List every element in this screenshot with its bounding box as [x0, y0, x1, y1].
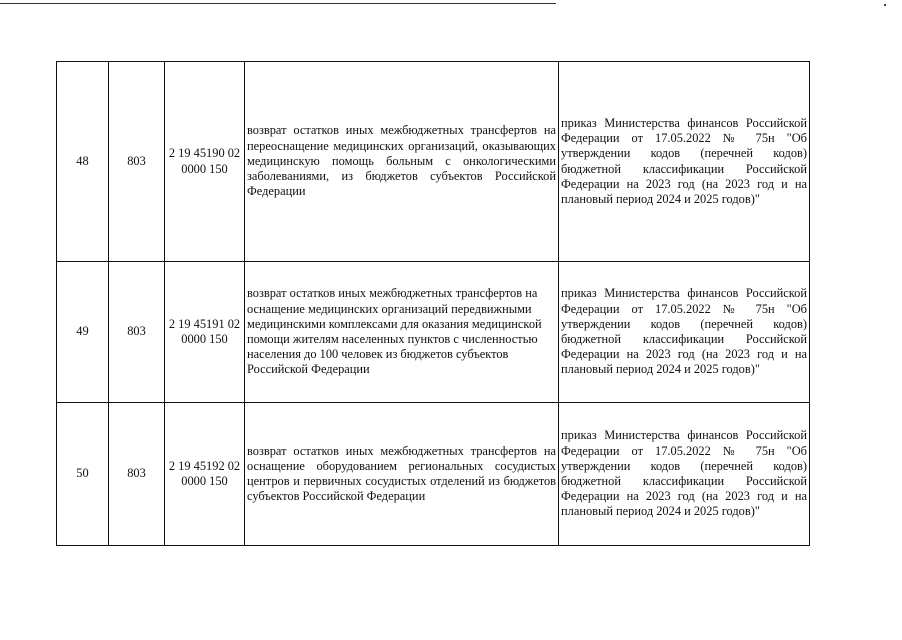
admin-code-cell: 803	[109, 403, 165, 546]
description-cell: возврат остатков иных межбюджетных трансфертов на оснащение оборудованием региональных сосудистых центров и первичных сосудистых отделений из бюджетов субъектов Российской Федерации	[245, 403, 559, 546]
row-number-cell: 50	[57, 403, 109, 546]
description-cell: возврат остатков иных межбюджетных трансфертов на оснащение медицинских организаций передвижными медицинскими комплексами для оказания медицинской помощи жителям населенных пунктов с численностью населения до 100 человек из бюджетов субъектов Российской Федерации	[245, 262, 559, 403]
budget-classification-table	[56, 61, 810, 546]
admin-code-cell: 803	[109, 262, 165, 403]
row-number-cell: 49	[57, 262, 109, 403]
scan-dot	[884, 4, 886, 6]
top-rule	[0, 3, 556, 4]
table-row	[57, 403, 810, 546]
kbk-code-part2: 0000 150	[181, 474, 228, 488]
kbk-code-part1: 2 19 45192 02	[168, 458, 241, 473]
kbk-code-cell	[165, 403, 245, 546]
kbk-code-part1: 2 19 45191 02	[168, 316, 241, 331]
table-row	[57, 62, 810, 262]
legal-basis-cell: приказ Министерства финансов Российской Федерации от 17.05.2022 № 75н "Об утверждении кодов (перечней кодов) бюджетной классификации Российской Федерации на 2023 год (на 2023 год и на плановый период 2024 и 2025 годов)"	[559, 262, 810, 403]
legal-basis-cell: приказ Министерства финансов Российской Федерации от 17.05.2022 № 75н "Об утверждении кодов (перечней кодов) бюджетной классификации Российской Федерации на 2023 год (на 2023 год и на плановый период 2024 и 2025 годов)"	[559, 62, 810, 262]
admin-code-cell: 803	[109, 62, 165, 262]
kbk-code-part1: 2 19 45190 02	[168, 146, 241, 161]
legal-basis-cell: приказ Министерства финансов Российской Федерации от 17.05.2022 № 75н "Об утверждении кодов (перечней кодов) бюджетной классификации Российской Федерации на 2023 год (на 2023 год и на плановый период 2024 и 2025 годов)"	[559, 403, 810, 546]
kbk-code-part2: 0000 150	[181, 161, 228, 176]
kbk-code-cell	[165, 62, 245, 262]
kbk-code-part2: 0000 150	[181, 332, 228, 346]
description-cell: возврат остатков иных межбюджетных трансфертов на переоснащение медицинских организаций, оказывающих медицинскую помощь больным с онкологическими заболеваниями, из бюджетов субъектов Российской Федерации	[245, 62, 559, 262]
table-row	[57, 262, 810, 403]
row-number-cell: 48	[57, 62, 109, 262]
kbk-code-cell	[165, 262, 245, 403]
